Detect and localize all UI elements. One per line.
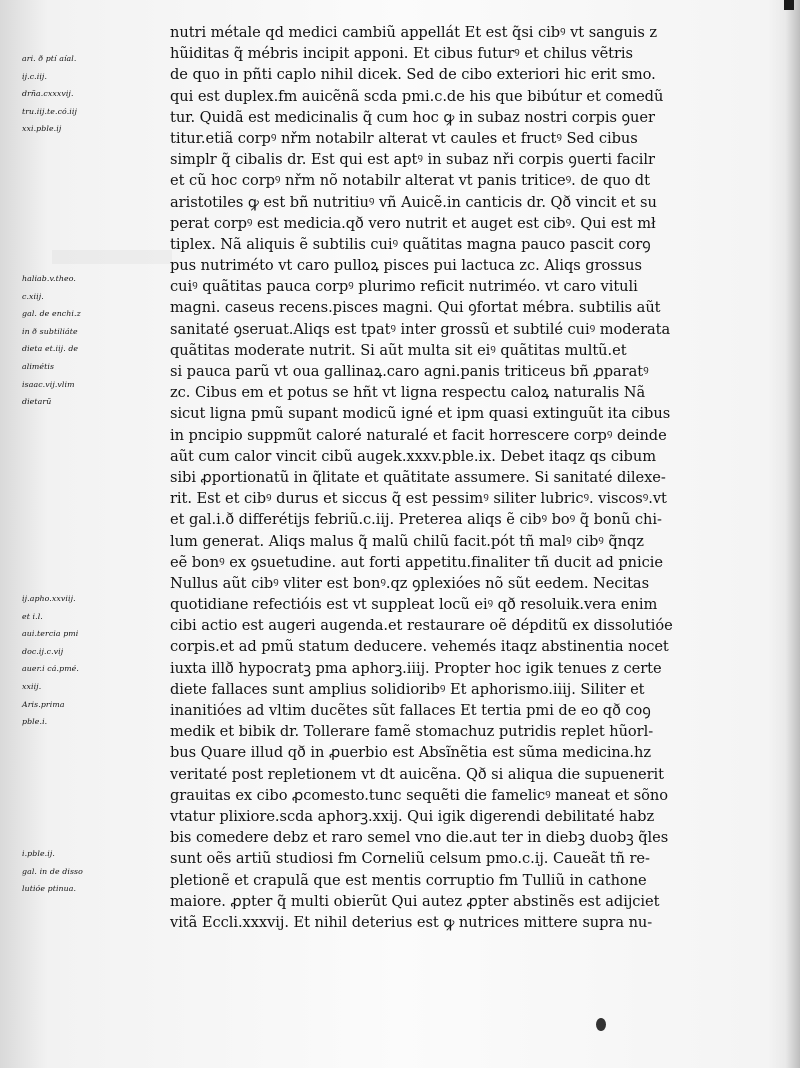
text-line: bis comedere debz et raro semel vno die.aut ter in diebꝫ duobꝫ q̃les: [170, 829, 669, 847]
margin-note-line: gal. in de disso: [22, 866, 83, 876]
text-line: iuxta illð hypocratꝫ pma aphorꝫ.iiij. Propter hoc igik tenues z certe: [170, 659, 662, 677]
text-line: magni. caseus recens.pisces magni. Qui ꝯfortat mébra. subtilis aũt: [170, 299, 661, 317]
text-line: medik et bibik dr. Tollerare famẽ stomachuz putridis replet hũorl-: [170, 723, 654, 741]
text-line: Nullus aũt cibꝰ vliter est bonꝰ.qz ꝯplexióes nõ sũt eedem. Necitas: [170, 574, 650, 592]
page-edge-shadow: [786, 0, 800, 1068]
text-line: corpis.et ad pmũ statum deducere. vehemés itaqz abstinentia nocet: [170, 638, 669, 656]
margin-note-line: isaac.vij.vlim: [22, 379, 75, 389]
margin-note-line: auer.i cá.pmé.: [22, 664, 79, 674]
margin-note-line: xxiij.: [22, 681, 42, 691]
text-line: et gal.i.ð differétijs febriũ.c.iij. Preterea aliqs ẽ cibꝰ boꝰ q̃ bonũ chi-: [170, 511, 662, 529]
text-line: veritaté post repletionem vt dt auicẽna. Qð si aliqua die supuenerit: [170, 765, 664, 783]
text-line: cuiꝰ quãtitas pauca corpꝰ plurimo reficit nutriméo. vt caro vituli: [170, 278, 638, 296]
margin-note-line: in ð subtiliáte: [22, 326, 78, 336]
bleed-through-shadow: [52, 250, 172, 264]
margin-note-line: dietarũ: [22, 397, 52, 407]
margin-note-line: ari. ð ptí aíal.: [22, 54, 77, 63]
text-line: inanitióes ad vltim ducẽtes sũt fallaces Et tertia pmi de eo qð coꝯ: [170, 702, 651, 719]
margin-note-group: [22, 270, 182, 411]
text-line: sanitaté ꝯseruat.Aliqs est tpatꝰ inter grossũ et subtilé cuiꝰ moderata: [170, 320, 671, 338]
text-line: quãtitas moderate nutrit. Si aũt multa sit eiꝰ quãtitas multũ.et: [170, 341, 627, 359]
text-line: tiplex. Nã aliquis ẽ subtilis cuiꝰ quãtitas magna pauco pascit corꝯ: [170, 235, 651, 253]
text-line: simplr q̃ cibalis dr. Est qui est aptꝰ in subaz nři corpis ꝯuerti facilr: [170, 151, 655, 169]
margin-note-line: alimétis: [22, 361, 55, 371]
text-line: pletionẽ et crapulã que est mentis corruptio fm Tulliũ in cathone: [170, 871, 647, 889]
text-line: sunt oẽs artiũ studiosi fm Corneliũ celsum pmo.c.ij. Caueãt tñ re-: [170, 850, 650, 868]
margin-note-line: doc.ij.c.vij: [22, 646, 64, 656]
margin-note-group: [22, 50, 182, 138]
margin-note-line: et i.l.: [22, 611, 43, 621]
margin-note-line: c.xiij.: [22, 291, 44, 301]
margin-note-line: drña.cxxxvij.: [22, 89, 74, 99]
margin-note-line: dieta et.iij. de: [22, 344, 79, 354]
text-line: de quo in pñti caplo nihil dicek. Sed de cibo exteriori hic erit smo.: [170, 66, 656, 84]
corner-ink-mark: [784, 0, 794, 10]
text-line: nutri métale qd medici cambiũ appellát Et est q̃si cibꝰ vt sanguis z: [170, 24, 658, 41]
text-line: diete fallaces sunt amplius solidioribꝰ Et aphorismo.iiij. Siliter et: [170, 680, 645, 698]
margin-note-line: lutióe ptinua.: [22, 884, 77, 894]
text-line: rit. Est et cibꝰ durus et siccus q̃ est pessimꝰ siliter lubricꝰ. viscosꝰ.vt: [170, 490, 667, 508]
text-line: aũt cum calor vincit cibũ augek.xxxv.pble.ix. Debet itaqz qs cibum: [170, 447, 656, 465]
margin-note-line: tru.iij.te.có.iij: [22, 106, 77, 116]
text-line: perat corpꝰ est medicia.qð vero nutrit et auget est cibꝰ. Qui est mł: [170, 214, 656, 232]
text-line: sibi ꝓportionatũ in q̃litate et quãtitate assumere. Si sanitaté dilexe-: [170, 468, 666, 486]
text-line: vtatur plixiore.scda aphorꝫ.xxij. Qui igik digerendi debilitaté habz: [170, 807, 655, 825]
text-line: si pauca parũ vt oua gallinaꝝ.caro agni.panis triticeus bñ ꝓparatꝰ: [170, 363, 649, 380]
text-line: in pncipio suppmũt caloré naturalé et facit horrescere corpꝰ deinde: [170, 426, 667, 444]
text-line: hũiditas q̃ mébris incipit apponi. Et cibus futurꝰ et chilus vẽtris: [170, 45, 633, 63]
text-line: tur. Quidã est medicinalis q̃ cum hoc ꝙ in subaz nostri corpis ꝯuer: [170, 108, 655, 126]
margin-note-line: ij.apho.xxviij.: [22, 594, 76, 603]
margin-note-group: [22, 590, 182, 731]
text-line: pus nutriméto vt caro pulloꝝ pisces pui lactuca zc. Aliqs grossus: [170, 257, 642, 275]
text-line: qui est duplex.fm auicẽnã scda pmi.c.de his que bibútur et comedũ: [170, 87, 664, 105]
margin-note-line: pble.i.: [22, 717, 48, 727]
ink-blot: [596, 1018, 606, 1031]
main-text-column: [170, 22, 782, 933]
margin-note-line: aui.tercia pmi: [22, 629, 79, 639]
text-line: aristotiles ꝙ est bñ nutritiuꝰ vñ Auicẽ.in canticis dr. Qð vincit et su: [170, 193, 657, 211]
text-line: et cũ hoc corpꝰ nřm nõ notabilr alterat vt panis triticeꝰ. de quo dt: [170, 172, 650, 190]
margin-note-line: gal. de enchi.z: [22, 309, 81, 319]
margin-note-line: Aris.prima: [22, 699, 65, 709]
margin-note-line: haliab.v.theo.: [22, 274, 76, 283]
text-line: titur.etiã corpꝰ nřm notabilr alterat vt caules et fructꝰ Sed cibus: [170, 129, 638, 147]
margin-note-group: [22, 845, 182, 898]
margin-note-line: i.pble.ij.: [22, 849, 55, 858]
text-line: vitã Eccli.xxxvij. Et nihil deterius est ꝙ nutrices mittere supra nu-: [170, 913, 653, 931]
text-line: lum generat. Aliqs malus q̃ malũ chilũ facit.pót tñ malꝰ cibꝰ q̃nqz: [170, 532, 644, 550]
text-line: zc. Cibus em et potus se hñt vt ligna respectu caloꝝ naturalis Nã: [170, 384, 646, 402]
text-line: maiore. ꝓpter q̃ multi obierũt Qui autez ꝓpter abstinẽs est adijciet: [170, 892, 660, 910]
text-line: sicut ligna pmũ supant modicũ igné et ipm quasi extinguũt ita cibus: [170, 405, 671, 423]
text-line: grauitas ex cibo ꝓcomesto.tunc sequẽti die famelicꝰ maneat et sõno: [170, 786, 668, 804]
text-line: eẽ bonꝰ ex ꝯsuetudine. aut forti appetitu.finaliter tñ ducit ad pnicie: [170, 553, 663, 571]
margin-note-line: ij.c.iij.: [22, 71, 48, 81]
text-line: cibi actio est augeri augenda.et restaurare oẽ dépditũ ex dissolutióe: [170, 617, 673, 635]
text-line: bus Quare illud qð in ꝓuerbio est Absĩnẽtia est sũma medicina.hz: [170, 744, 652, 762]
margin-note-line: xxi.pble.ij: [22, 124, 62, 134]
text-line: quotidiane refectióis est vt suppleat locũ eiꝰ qð resoluik.vera enim: [170, 596, 658, 614]
